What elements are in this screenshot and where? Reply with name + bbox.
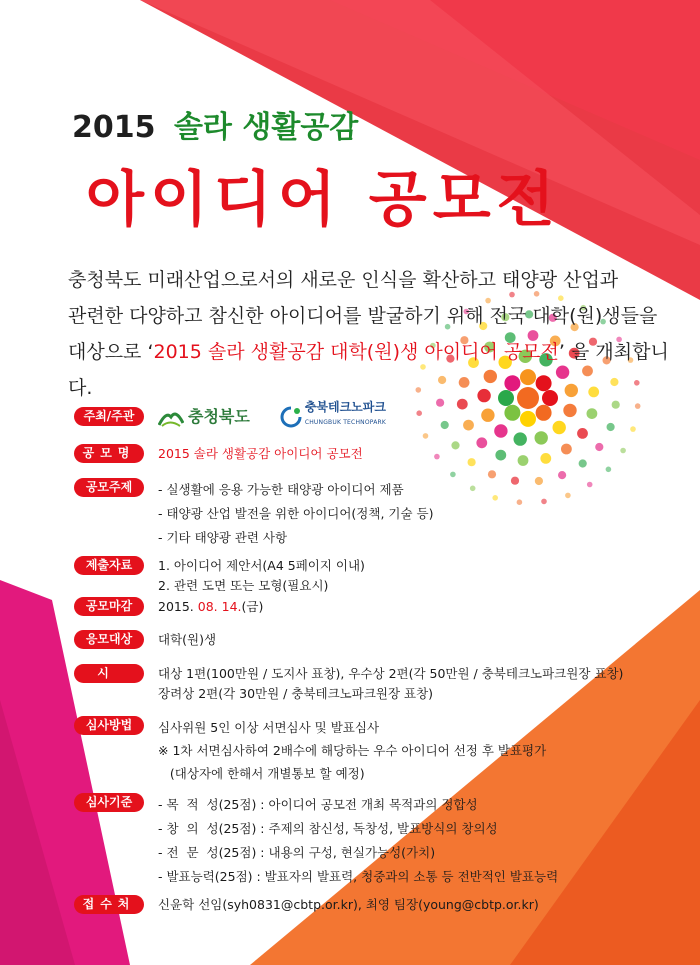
decorative-dot	[630, 426, 636, 432]
decorative-dot	[553, 421, 566, 434]
method-row	[74, 716, 546, 785]
decorative-dot	[476, 437, 487, 448]
intro-text: 대상으로 ‘	[68, 341, 154, 363]
awards-item: 대상 1편(100만원 / 도지사 표창), 우수상 2편(각 50만원 / 충북테크노파크원장 표창)	[158, 666, 624, 681]
intro-line	[68, 334, 678, 406]
host-label: 주최/주관	[74, 407, 144, 426]
criteria-list	[158, 793, 558, 889]
decorative-dot	[595, 443, 603, 451]
contact-value: 신윤학 선임(syh0831@cbtp.or.kr), 최영 팀장(young@cbtp.or.kr)	[158, 897, 539, 912]
criteria-item: - 창 의 성(25점) : 주제의 참신성, 독창성, 발표방식의 창의성	[158, 821, 498, 836]
decorative-dot	[579, 459, 587, 467]
decorative-dot	[451, 441, 459, 449]
theme-item: - 태양광 산업 발전을 위한 아이디어(정책, 기술 등)	[158, 506, 434, 521]
decorative-dot	[468, 458, 476, 466]
decorative-dot	[518, 455, 529, 466]
name-label: 공모명	[74, 444, 144, 463]
contact-label: 접수처	[74, 895, 144, 914]
eligibility-label: 응모대상	[74, 630, 144, 649]
method-list	[158, 716, 546, 785]
decorative-dot	[481, 409, 494, 422]
decorative-dot	[535, 431, 548, 444]
host-row	[74, 400, 412, 433]
page-title: 아이디어 공모전	[86, 165, 561, 235]
decorative-dot	[463, 420, 474, 431]
decorative-dot	[441, 421, 449, 429]
intro-line: 충청북도 미래산업으로서의 새로운 인식을 확산하고 태양광 산업과	[68, 269, 619, 291]
criteria-item: - 발표능력(25점) : 발표자의 발표력, 청중과의 소통 등 전반적인 발표능력	[158, 869, 559, 884]
intro-line: 관련한 다양하고 참신한 아이디어를 발굴하기 위해 전국 대학(원)생들을	[68, 305, 658, 327]
decorative-dot	[517, 499, 523, 505]
decorative-dot	[520, 411, 536, 427]
eligibility-value: 대학(원)생	[158, 632, 217, 647]
decorative-dot	[561, 444, 572, 455]
decorative-dot	[606, 467, 612, 473]
deadline-year: 2015.	[158, 599, 194, 614]
decorative-dot	[587, 482, 593, 488]
decorative-dot	[620, 448, 626, 454]
method-item: 심사위원 5인 이상 서면심사 및 발표심사	[158, 720, 380, 735]
criteria-item: - 목 적 성(25점) : 아이디어 공모전 개최 목적과의 정합성	[158, 797, 478, 812]
method-item: (대상자에 한해서 개별통보 할 예정)	[158, 766, 365, 781]
mountain-logo-icon	[158, 407, 184, 427]
decorative-dot	[607, 423, 615, 431]
decorative-dot	[565, 493, 571, 499]
documents-row	[74, 556, 365, 596]
decorative-dot	[541, 499, 547, 505]
decorative-dot	[536, 405, 552, 421]
documents-label: 제출자료	[74, 556, 144, 575]
intro-paragraph	[68, 262, 678, 406]
intro-text: ’ 을 개최합니다.	[68, 341, 669, 399]
awards-item: 장려상 2편(각 30만원 / 충북테크노파크원장 표창)	[158, 686, 434, 701]
contact-row	[74, 895, 539, 915]
decorative-dot	[423, 433, 429, 439]
decorative-dot	[514, 432, 527, 445]
documents-item: 2. 관련 도면 또는 모형(필요시)	[158, 578, 329, 593]
criteria-item: - 전 문 성(25점) : 내용의 구성, 현실가능성(가치)	[158, 845, 436, 860]
method-label: 심사방법	[74, 716, 144, 735]
theme-item: - 실생활에 응용 가능한 태양광 아이디어 제품	[158, 482, 404, 497]
subtitle: 솔라 생활공감	[173, 110, 359, 145]
org2-name: 충북테크노파크	[304, 400, 386, 414]
org2-name-en: CHUNGBUK TECHNOPARK	[304, 419, 387, 426]
decorative-dot	[488, 470, 496, 478]
deadline-value	[158, 597, 263, 617]
contest-name-highlight: 2015 솔라 생활공감 대학(원)생 아이디어 공모전	[153, 341, 559, 363]
awards-list	[158, 664, 623, 704]
decorative-dot	[492, 495, 498, 501]
deadline-day: (금)	[241, 599, 264, 614]
method-item: ※ 1차 서면심사하여 2배수에 해당하는 우수 아이디어 선정 후 발표평가	[158, 743, 547, 758]
decorative-dot	[434, 454, 440, 460]
decorative-dot	[470, 486, 476, 492]
org1-name: 충청북도	[188, 407, 250, 426]
theme-item: - 기타 태양광 관련 사항	[158, 530, 288, 545]
decorative-dot	[558, 471, 566, 479]
decorative-dot	[495, 450, 506, 461]
theme-list	[158, 478, 433, 550]
decorative-dot	[535, 477, 543, 485]
decorative-dot	[577, 428, 588, 439]
host-logos	[158, 401, 412, 433]
deadline-date: 08. 14.	[197, 599, 242, 614]
name-value: 2015 솔라 생활공감 아이디어 공모전	[158, 446, 363, 461]
org2-text	[305, 401, 386, 433]
technopark-logo-icon	[280, 406, 302, 428]
awards-label: 시상	[74, 664, 144, 683]
deadline-row	[74, 597, 263, 617]
decorative-dot	[494, 424, 507, 437]
theme-row	[74, 478, 433, 550]
criteria-row	[74, 793, 558, 889]
chungbuk-logo	[158, 407, 250, 427]
name-row	[74, 444, 363, 464]
deadline-label: 공모마감	[74, 597, 144, 616]
technopark-logo	[280, 401, 386, 433]
decorative-dot	[504, 405, 520, 421]
eligibility-row	[74, 630, 216, 650]
title-line	[72, 102, 358, 146]
decorative-dot	[587, 408, 598, 419]
awards-row	[74, 664, 623, 704]
decorative-dot	[416, 410, 422, 416]
decorative-dot	[540, 453, 551, 464]
criteria-label: 심사기준	[74, 793, 144, 812]
documents-item: 1. 아이디어 제안서(A4 5페이지 이내)	[158, 558, 365, 573]
decorative-dot	[511, 477, 519, 485]
decorative-dot	[450, 472, 456, 478]
year-label: 2015	[72, 110, 156, 145]
theme-label: 공모주제	[74, 478, 144, 497]
documents-list	[158, 556, 365, 596]
